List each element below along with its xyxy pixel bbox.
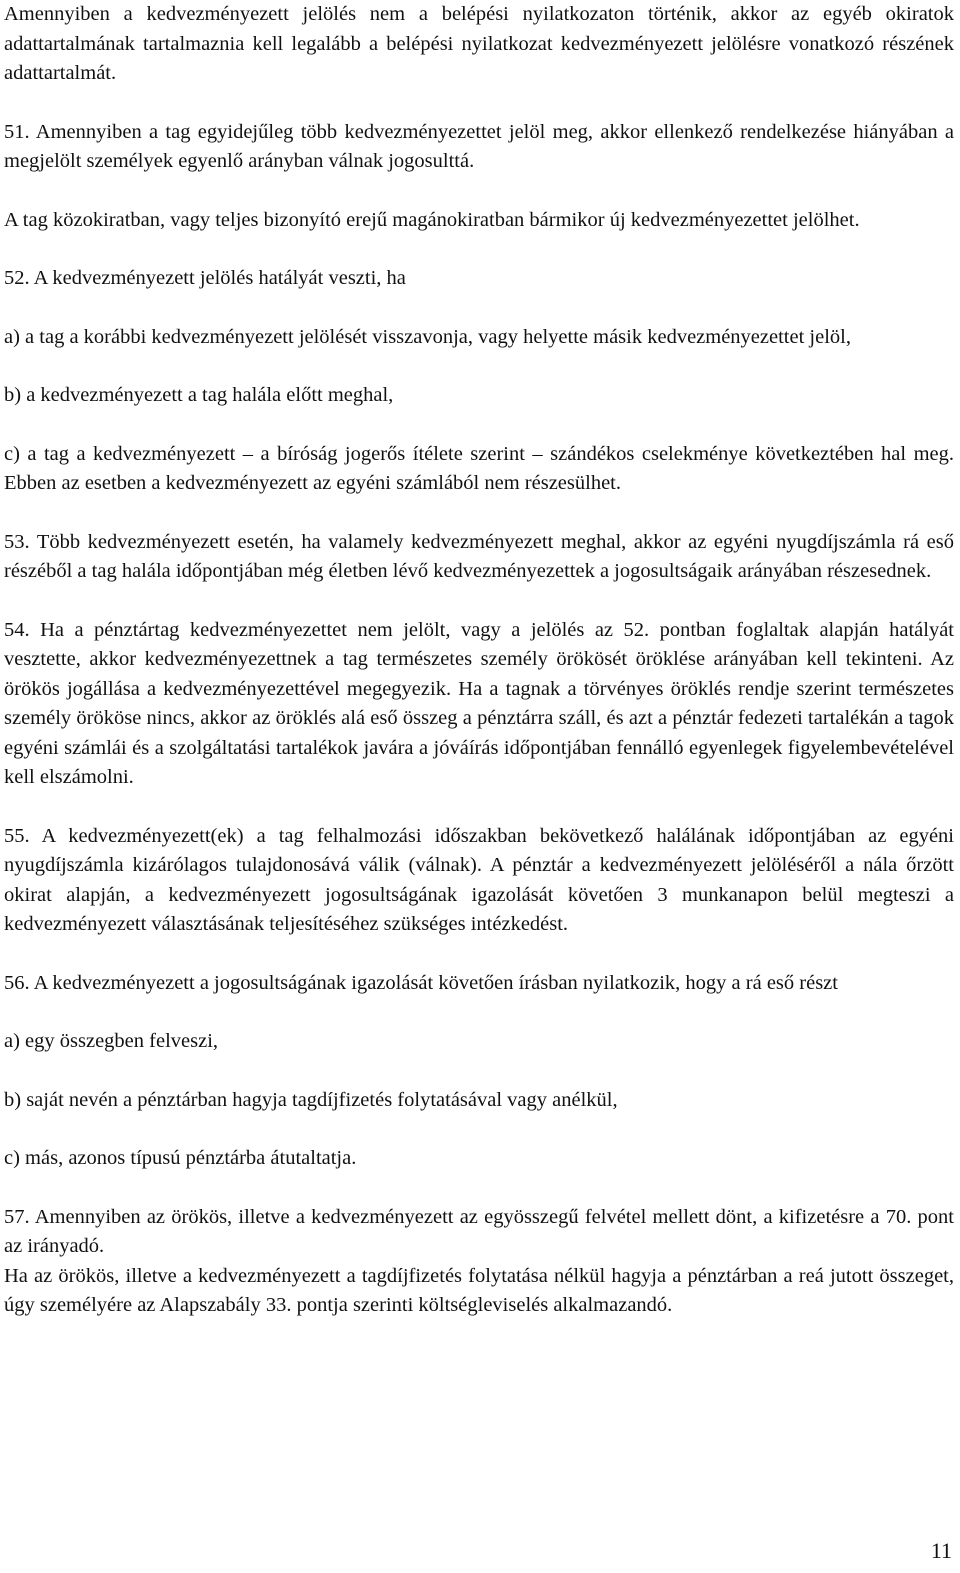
page-number: 11 (930, 1538, 952, 1563)
paragraph-beneficiary-designation-documents: Amennyiben a kedvezményezett jelölés nem a belépési nyilatkozaton történik, akkor az egyéb okiratok adattartalmának tartalmaznia kell legalább a belépési nyilatkozat kedvezményezett jelölésre vonatkozó részének adattartalmát. (4, 3, 954, 84)
paragraph-53: 53. Több kedvezményezett esetén, ha valamely kedvezményezett meghal, akkor az egyéni nyugdíjszámla rá eső részéből a tag halála időpontjában még életben lévő kedvezményezettek a jogosultságaik arányában részesednek. (4, 530, 954, 582)
paragraph-55: 55. A kedvezményezett(ek) a tag felhalmozási időszakban bekövetkező halálának időpontjában az egyéni nyugdíjszámla kizárólagos tulajdonosává válik (válnak). A pénztár a kedvezményezett jelöléséről a nála őrzött okirat alapján, a kedvezményezett jogosultságának igazolását követően 3 munkanapon belül megteszi a kedvezményezett választásának teljesítéséhez szükséges intézkedést. (4, 824, 954, 935)
paragraph-51: 51. Amennyiben a tag egyidejűleg több kedvezményezettet jelöl meg, akkor ellenkező rendelkezése hiányában a megjelölt személyek egyenlő arányban válnak jogosulttá. (4, 120, 954, 172)
paragraph-52-c: c) a tag a kedvezményezett – a bíróság jogerős ítélete szerint – szándékos cselekménye következtében hal meg. Ebben az esetben a kedvezményezett az egyéni számlából nem részesülhet. (4, 442, 954, 494)
paragraph-52-a: a) a tag a korábbi kedvezményezett jelölését visszavonja, vagy helyette másik kedvezményezettet jelöl, (4, 325, 851, 348)
paragraph-56-c: c) más, azonos típusú pénztárba átutaltatja. (4, 1147, 357, 1169)
paragraph-56: 56. A kedvezményezett a jogosultságának igazolását követően írásban nyilatkozik, hogy a rá eső részt (4, 971, 838, 994)
paragraph-52-b: b) a kedvezményezett a tag halála előtt meghal, (4, 384, 394, 406)
paragraph-57-continuation: Ha az örökös, illetve a kedvezményezett a tagdíjfizetés folytatása nélkül hagyja a pénztárban a reá jutott összeget, úgy személyére az Alapszabály 33. pontja szerinti költségleviselés alkalmazandó. (4, 1264, 954, 1316)
paragraph-54: 54. Ha a pénztártag kedvezményezettet nem jelölt, vagy a jelölés az 52. pontban foglaltak alapján hatályát vesztette, akkor kedvezményezettnek a tag természetes személy örökösét öröklése arányában kell tekinteni. Az örökös jogállása a kedvezményezettével megegyezik. Ha a tagnak a törvényes öröklés rendje szerint természetes személy örököse nincs, akkor az öröklés alá eső összeg a pénztárra száll, és azt a pénztár fedezeti tartalékán a tagok egyéni számlái és a szolgáltatási tartalékok javára a jóváírás időpontjában fennálló egyenlegek figyelembevételével kell elszámolni. (4, 618, 954, 788)
paragraph-56-a: a) egy összegben felveszi, (4, 1030, 219, 1052)
paragraph-56-b: b) saját nevén a pénztárban hagyja tagdíjfizetés folytatásával vagy anélkül, (4, 1088, 618, 1111)
paragraph-51-new-designation: A tag közokiratban, vagy teljes bizonyító erejű magánokiratban bármikor új kedvezményezettet jelölhet. (4, 208, 860, 231)
paragraph-57: 57. Amennyiben az örökös, illetve a kedvezményezett az egyösszegű felvétel mellett dönt, a kifizetésre a 70. pont az irányadó. (4, 1205, 954, 1257)
paragraph-52: 52. A kedvezményezett jelölés hatályát veszti, ha (4, 267, 406, 289)
document-body (4, 0, 954, 1321)
